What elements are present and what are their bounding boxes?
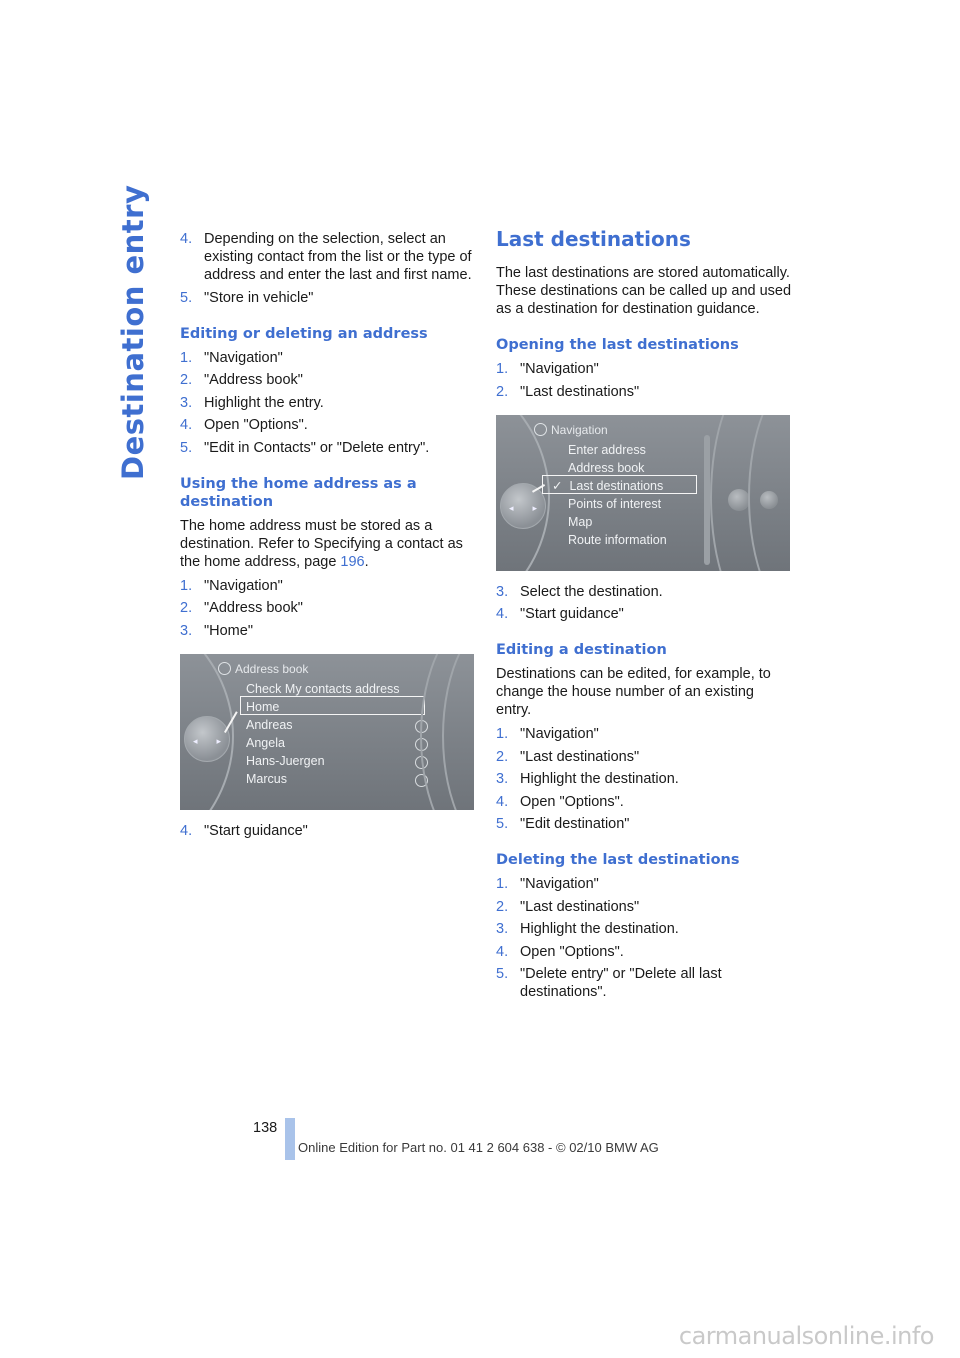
paragraph-text: . bbox=[364, 553, 369, 570]
step-number: 2. bbox=[496, 898, 509, 915]
menu-item: Points of interest bbox=[568, 496, 662, 511]
section-heading-edit-address: Editing or deleting an address bbox=[180, 325, 428, 342]
list-item bbox=[180, 599, 476, 617]
section-heading-open-last-destinations: Opening the last destinations bbox=[496, 337, 739, 353]
list-item bbox=[180, 371, 476, 389]
menu-item: Enter address bbox=[568, 442, 646, 457]
list-item bbox=[180, 289, 476, 307]
step-number: 1. bbox=[180, 349, 193, 366]
edition-footer: Online Edition for Part no. 01 41 2 604 638 - © 02/10 BMW AG bbox=[298, 1140, 659, 1155]
step-number: 1. bbox=[496, 876, 509, 892]
step-text: Highlight the entry. bbox=[204, 394, 324, 411]
right-column bbox=[496, 227, 792, 1006]
step-text: "Navigation" bbox=[520, 726, 599, 742]
screen-header bbox=[534, 421, 608, 439]
step-number: 3. bbox=[496, 771, 509, 787]
controller-knob-icon: ◂ ▸ bbox=[500, 483, 546, 529]
menu-globe-icon bbox=[534, 423, 547, 436]
controller-knob-icon: ◂ ▸ bbox=[184, 716, 230, 762]
step-number: 4. bbox=[496, 943, 509, 960]
step-text: "Navigation" bbox=[204, 577, 283, 594]
step-text: "Store in vehicle" bbox=[204, 289, 314, 306]
intro-paragraph: The last destinations are stored automatically. These destinations can be called up and used as a destination for destination guidance. bbox=[496, 265, 792, 317]
edit-intro-paragraph: Destinations can be edited, for example, to change the house number of an existing entry. bbox=[496, 666, 771, 718]
menu-item: Home bbox=[246, 699, 280, 714]
step-number: 5. bbox=[180, 289, 193, 306]
menu-item-label: Last destinations bbox=[569, 478, 664, 493]
list-item bbox=[496, 943, 792, 961]
side-knob-icon bbox=[728, 489, 750, 511]
step-text: "Start guidance" bbox=[204, 822, 308, 839]
step-text: Open "Options". bbox=[204, 417, 308, 433]
step-number: 4. bbox=[496, 793, 509, 810]
list-item bbox=[496, 725, 792, 743]
menu-item: Route information bbox=[568, 532, 667, 547]
step-text: "Address book" bbox=[204, 372, 303, 388]
list-item bbox=[496, 920, 792, 938]
step-number: 1. bbox=[496, 726, 509, 742]
list-item bbox=[496, 965, 792, 1001]
step-text: Highlight the destination. bbox=[520, 771, 679, 787]
step-text: Select the destination. bbox=[520, 583, 663, 600]
step-text: "Last destinations" bbox=[520, 748, 640, 765]
step-text: Depending on the selection, select an existing contact from the list or the type of address and enter the last and first name. bbox=[204, 231, 472, 283]
step-text: "Navigation" bbox=[520, 361, 599, 377]
list-item bbox=[496, 770, 792, 788]
page-link[interactable]: 196 bbox=[340, 553, 365, 570]
list-item bbox=[180, 230, 476, 284]
step-number: 4. bbox=[180, 417, 193, 433]
step-text: Open "Options". bbox=[520, 793, 624, 810]
step-text: "Last destinations" bbox=[520, 898, 640, 915]
step-number: 3. bbox=[496, 921, 509, 937]
menu-item: Address book bbox=[568, 460, 645, 475]
section-heading-home-address: Using the home address as a destination bbox=[180, 475, 417, 510]
step-number: 3. bbox=[180, 622, 193, 639]
menu-item: Check My contacts address bbox=[246, 681, 400, 696]
check-icon: ✓ bbox=[552, 478, 563, 493]
list-item bbox=[496, 748, 792, 766]
step-text: Open "Options". bbox=[520, 943, 624, 960]
list-item bbox=[496, 583, 792, 601]
section-heading-last-destinations: Last destinations bbox=[496, 227, 691, 251]
step-number: 2. bbox=[496, 383, 509, 400]
list-item bbox=[496, 360, 792, 378]
watermark: carmanualsonline.info bbox=[678, 1322, 934, 1350]
step-text: "Delete entry" or "Delete all last destinations". bbox=[520, 966, 722, 1000]
step-number: 1. bbox=[180, 577, 193, 594]
step-number: 3. bbox=[496, 583, 509, 600]
left-column bbox=[180, 230, 476, 844]
menu-item: Angela bbox=[246, 735, 285, 750]
section-heading-edit-destination: Editing a destination bbox=[496, 642, 667, 658]
list-item bbox=[496, 875, 792, 893]
step-number: 5. bbox=[496, 816, 509, 832]
section-heading-delete-destinations: Deleting the last destinations bbox=[496, 852, 740, 868]
list-item bbox=[180, 349, 476, 367]
list-item bbox=[496, 383, 792, 401]
step-number: 2. bbox=[496, 748, 509, 765]
list-item bbox=[180, 416, 476, 434]
step-text: "Address book" bbox=[204, 600, 303, 616]
menu-item-selected bbox=[552, 477, 663, 495]
screen-header-label: Navigation bbox=[551, 422, 608, 437]
list-item bbox=[496, 793, 792, 811]
step-number: 2. bbox=[180, 372, 193, 388]
list-item bbox=[496, 605, 792, 623]
list-item bbox=[180, 394, 476, 412]
menu-item: Marcus bbox=[246, 771, 287, 786]
home-address-paragraph bbox=[180, 517, 476, 571]
step-number: 5. bbox=[496, 966, 509, 982]
address-book-screenshot bbox=[180, 654, 474, 810]
step-number: 3. bbox=[180, 394, 193, 411]
step-number: 4. bbox=[496, 606, 509, 622]
step-text: "Edit in Contacts" or "Delete entry". bbox=[204, 439, 430, 456]
step-number: 5. bbox=[180, 439, 193, 456]
step-text: "Navigation" bbox=[204, 349, 283, 366]
page-number: 138 bbox=[253, 1120, 278, 1136]
list-item bbox=[180, 577, 476, 595]
paragraph-text: The home address must be stored as a destination. Refer to Specifying a contact as the home address, page bbox=[180, 517, 463, 570]
step-number: 4. bbox=[180, 231, 193, 247]
step-text: "Start guidance" bbox=[520, 606, 624, 622]
step-text: "Home" bbox=[204, 622, 253, 639]
step-text: "Navigation" bbox=[520, 876, 599, 892]
list-item bbox=[496, 815, 792, 833]
section-title-vertical: Destination entry bbox=[116, 184, 150, 480]
step-text: "Last destinations" bbox=[520, 383, 640, 400]
screen-header bbox=[218, 660, 308, 678]
menu-item: Andreas bbox=[246, 717, 293, 732]
list-item bbox=[180, 439, 476, 457]
step-text: Highlight the destination. bbox=[520, 921, 679, 937]
menu-item: Hans-Juergen bbox=[246, 753, 325, 768]
screen-header-label: Address book bbox=[235, 661, 309, 676]
step-number: 2. bbox=[180, 600, 193, 616]
side-arc bbox=[748, 415, 790, 571]
step-text: "Edit destination" bbox=[520, 816, 630, 832]
step-number: 1. bbox=[496, 361, 509, 377]
footer-accent-bar bbox=[285, 1118, 295, 1160]
list-item bbox=[180, 622, 476, 640]
step-number: 4. bbox=[180, 822, 193, 839]
list-item bbox=[180, 822, 476, 840]
menu-item: Map bbox=[568, 514, 593, 529]
list-item bbox=[496, 898, 792, 916]
navigation-menu-screenshot bbox=[496, 415, 790, 571]
menu-globe-icon bbox=[218, 662, 231, 675]
